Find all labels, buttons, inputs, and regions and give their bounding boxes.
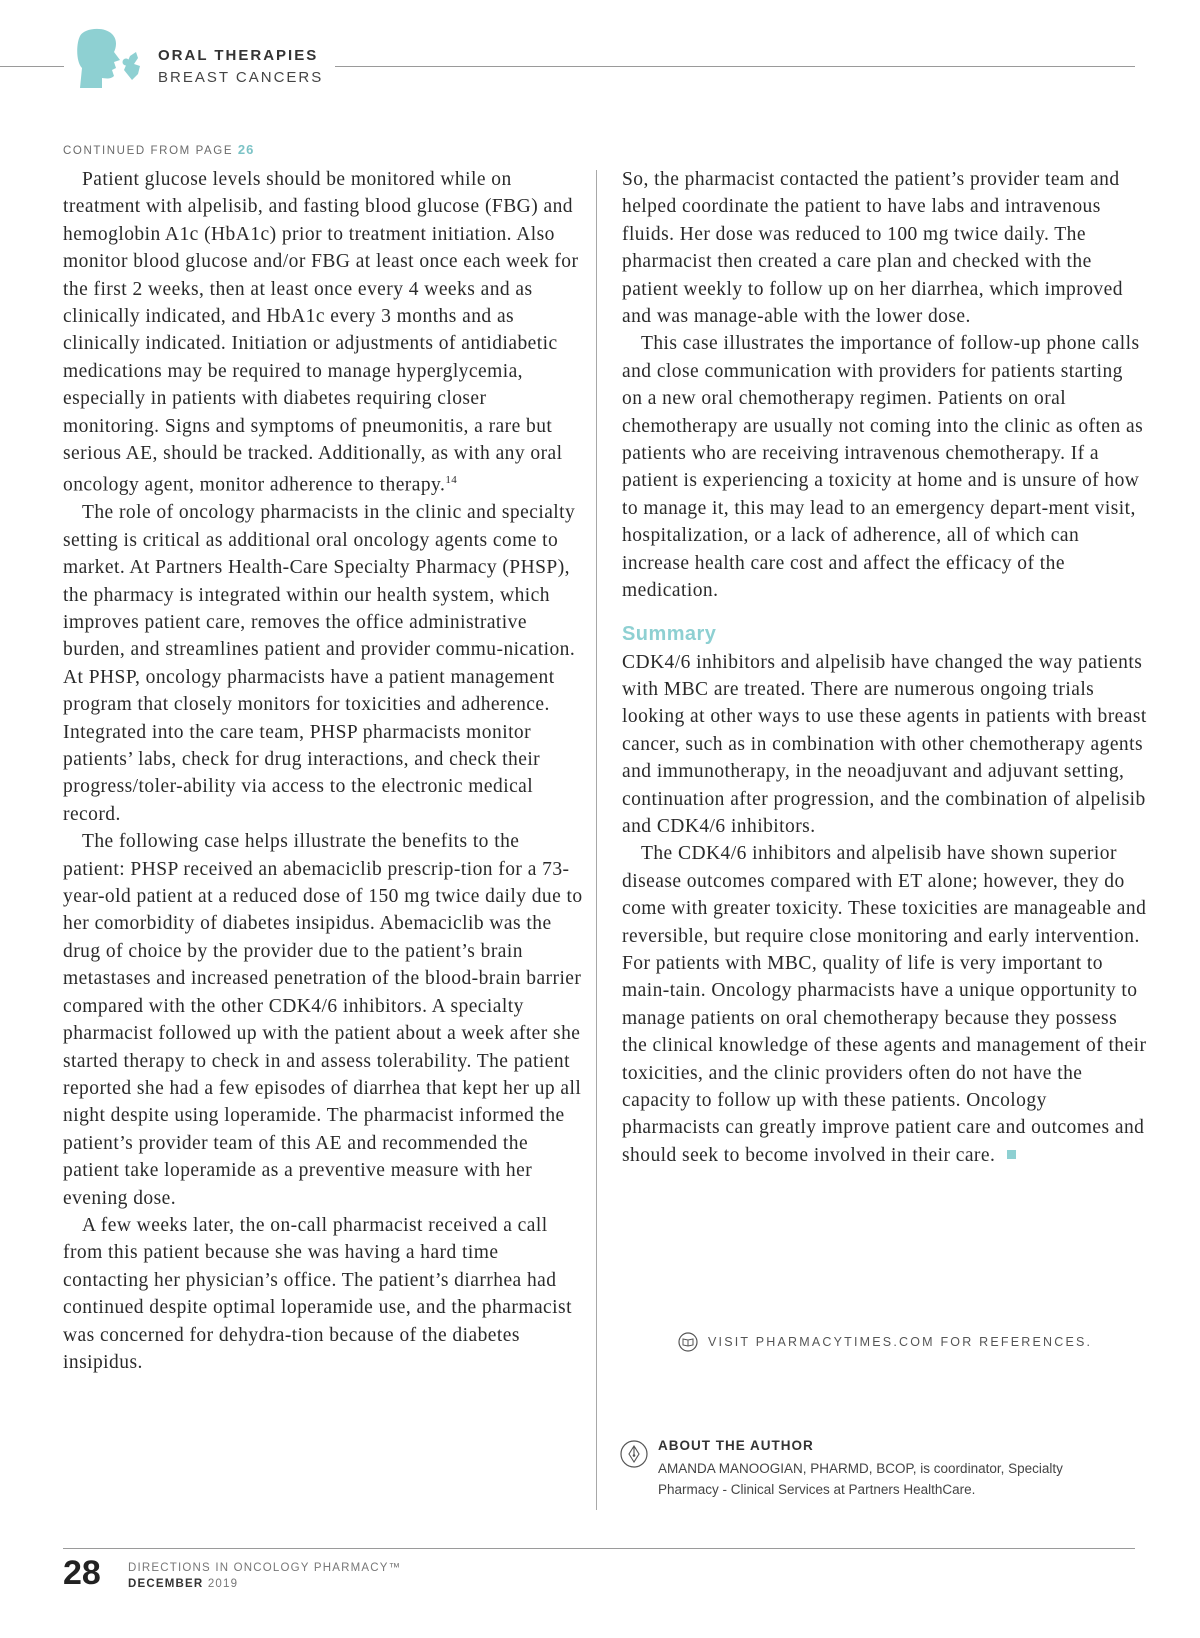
end-mark-icon	[1007, 1150, 1016, 1159]
pen-nib-icon	[620, 1440, 648, 1468]
section-title: ORAL THERAPIES	[158, 47, 319, 64]
references-note[interactable]	[678, 1332, 1092, 1352]
paragraph: The CDK4/6 inhibitors and alpelisib have shown superior disease outcomes compared with ET alone; however, they do come with greater toxicity. These toxicities are manageable and reversible, but require close monitoring and early intervention. For patients with MBC, quality of life is very important to main-tain. Oncology pharmacists have a unique opportunity to manage patients on oral chemotherapy because they possess the clinical knowledge of these agents and management of their toxicities, and the clinic providers often do not have the capacity to follow up with these patients. Oncology pharmacists can greatly improve patient care and outcomes and should seek to become involved in their care.	[622, 843, 1147, 1166]
paragraph: The following case helps illustrate the benefits to the patient: PHSP received an abemaciclib prescrip-tion for a 73-year-old patient at a reduced dose of 150 mg twice daily due to her comorbidity of diabetes insipidus. Abemaciclib was the drug of choice by the provider due to the patient’s brain metastases and increased penetration of the blood-brain barrier compared with the other CDK4/6 inhibitors. A specialty pharmacist followed up with the patient about a week after she started therapy to check in and assess tolerability. The patient reported she had a few episodes of diarrhea that kept her up all night despite using loperamide. The pharmacist informed the patient’s provider team of this AE and recommended the patient take loperamide as a preventive measure with her evening dose.	[63, 831, 583, 1209]
column-divider	[596, 170, 597, 1510]
paragraph: This case illustrates the importance of follow-up phone calls and close communication with providers for patients starting on a new oral chemotherapy regimen. Patients on oral chemotherapy are usually not coming into the clinic as often as patients who are receiving intravenous chemotherapy. If a patient is experiencing a toxicity at home and is unsure of how to manage it, this may lead to an emergency depart-ment visit, hospitalization, or a lack of adherence, all of which can increase health care cost and affect the efficacy of the medication.	[622, 333, 1144, 602]
page-number: 28	[63, 1554, 101, 1592]
issue-year: 2019	[207, 1578, 239, 1590]
face-pill-icon	[74, 28, 146, 94]
paragraph: CDK4/6 inhibitors and alpelisib have changed the way patients with MBC are treated. There are numerous ongoing trials looking at other ways to use these agents in patients with breast cancer, such as in combination with other chemotherapy agents and immunotherapy, in the neoadjuvant and adjuvant setting, continuation after progression, and the combination of alpelisib and CDK4/6 inhibitors.	[622, 651, 1147, 837]
section-subtitle: BREAST CANCERS	[158, 69, 324, 86]
paragraph: A few weeks later, the on-call pharmacist received a call from this patient because she was having a hard time contacting her physician’s office. The patient’s diarrhea had continued despite optimal loperamide use, and the pharmacist was concerned for dehydra-tion because of the diabetes insipidus.	[63, 1214, 572, 1373]
header-rule-right	[335, 66, 1135, 67]
author-heading: ABOUT THE AUTHOR	[658, 1438, 814, 1453]
journal-title: DIRECTIONS IN ONCOLOGY PHARMACY™	[128, 1562, 402, 1574]
continued-page-link[interactable]: 26	[237, 142, 255, 157]
issue-month: DECEMBER	[128, 1578, 204, 1590]
footer-rule	[63, 1548, 1135, 1549]
book-icon	[678, 1332, 698, 1352]
author-bio: AMANDA MANOOGIAN, PHARMD, BCOP, is coordinator, Specialty Pharmacy - Clinical Services at Partners HealthCare.	[658, 1461, 1063, 1497]
right-column	[622, 166, 1147, 1169]
paragraph: So, the pharmacist contacted the patient’s provider team and helped coordinate the patient to have labs and intravenous fluids. Her dose was reduced to 100 mg twice daily. The pharmacist then created a care plan and checked with the patient weekly to follow up on her diarrhea, which improved and was manage-able with the lower dose.	[622, 169, 1123, 328]
summary-heading: Summary	[622, 622, 717, 645]
issue-date	[128, 1578, 238, 1590]
references-text: VISIT PHARMACYTIMES.COM FOR REFERENCES.	[708, 1335, 1093, 1349]
paragraph: Patient glucose levels should be monitored while on treatment with alpelisib, and fasting blood glucose (FBG) and hemoglobin A1c (HbA1c) prior to treatment initiation. Also monitor blood glucose and/or FBG at least once each week for the first 2 weeks, then at least once every 4 weeks and as clinically indicated, and HbA1c every 3 months and as clinically indicated. Initiation or adjustments of antidiabetic medications may be required to manage hyperglycemia, especially in patients with diabetes requiring closer monitoring. Signs and symptoms of pneumonitis, a rare but serious AE, should be tracked. Additionally, as with any oral oncology agent, monitor adherence to therapy.$^{14}$	[63, 169, 579, 496]
left-column	[63, 166, 583, 1376]
header-rule-left	[0, 66, 64, 67]
footnote-ref: 14	[445, 474, 458, 487]
paragraph: The role of oncology pharmacists in the clinic and specialty setting is critical as additional oral oncology agents come to market. At Partners Health-Care Specialty Pharmacy (PHSP), the pharmacy is integrated within our health system, which improves patient care, removes the office administrative burden, and streamlines patient and provider commu-nication. At PHSP, oncology pharmacists have a patient management program that closely monitors for toxicities and adherence. Integrated into the care team, PHSP pharmacists monitor patients’ labs, check for drug interactions, and check their progress/toler-ability via access to the electronic medical record.	[63, 502, 576, 825]
continued-label: CONTINUED FROM PAGE 26	[63, 142, 255, 157]
